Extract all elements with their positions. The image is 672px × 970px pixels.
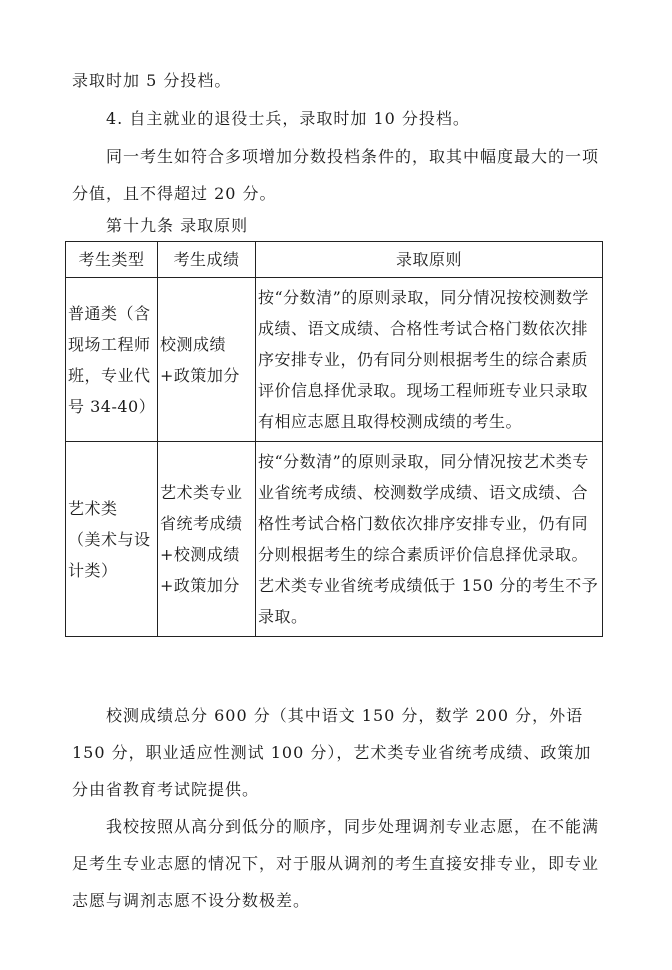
cell-score-art: 艺术类专业省统考成绩+校测成绩+政策加分	[158, 442, 256, 637]
art-type-label: 艺术类	[68, 498, 118, 518]
cell-type-art	[66, 442, 158, 637]
table-header-row	[66, 242, 603, 278]
bonus-cap-rule: 同一考生如符合多项增加分数投档条件的，取其中幅度最大的一项分值，且不得超过 20 分。	[72, 147, 600, 203]
score-composition-paragraph: 校测成绩总分 600 分（其中语文 150 分，数学 200 分，外语 150 分，职业适应性测试 100 分），艺术类专业省统考成绩、政策加分由省教育考试院提供。	[72, 706, 592, 799]
admission-rules-table	[65, 241, 603, 637]
table-row	[66, 278, 603, 442]
item-4-text: 4. 自主就业的退役士兵，录取时加 10 分投档。	[106, 109, 470, 128]
cell-principle-general: 按“分数清”的原则录取，同分情况按校测数学成绩、语文成绩、合格性考试合格门数依次排序安排专业，仍有同分则根据考生的综合素质评价信息择优录取。现场工程师班专业只录取有相应志愿且取得校测成绩的考生。	[256, 278, 603, 442]
header-admission-principle: 录取原则	[256, 242, 603, 278]
section-title: 第十九条 录取原则	[106, 216, 249, 235]
cell-score-general: 校测成绩+政策加分	[158, 278, 256, 442]
art-type-subtitle: （美术与设计类）	[68, 529, 151, 580]
cell-principle-art: 按“分数清”的原则录取，同分情况按艺术类专业省统考成绩、校测数学成绩、语文成绩、合格性考试合格门数依次排序安排专业，仍有同分则根据考生的综合素质评价信息择优录取。艺术类专业省统考成绩低于 150 分的考生不予录取。	[256, 442, 603, 637]
header-candidate-score: 考生成绩	[158, 242, 256, 278]
cell-type-general: 普通类（含现场工程师班，专业代号 34-40）	[66, 278, 158, 442]
table-row	[66, 442, 603, 637]
adjustment-policy-paragraph: 我校按照从高分到低分的顺序，同步处理调剂专业志愿，在不能满足考生专业志愿的情况下，对于服从调剂的考生直接安排专业，即专业志愿与调剂志愿不设分数极差。	[72, 817, 600, 910]
intro-line: 录取时加 5 分投档。	[72, 71, 232, 90]
header-candidate-type: 考生类型	[66, 242, 158, 278]
